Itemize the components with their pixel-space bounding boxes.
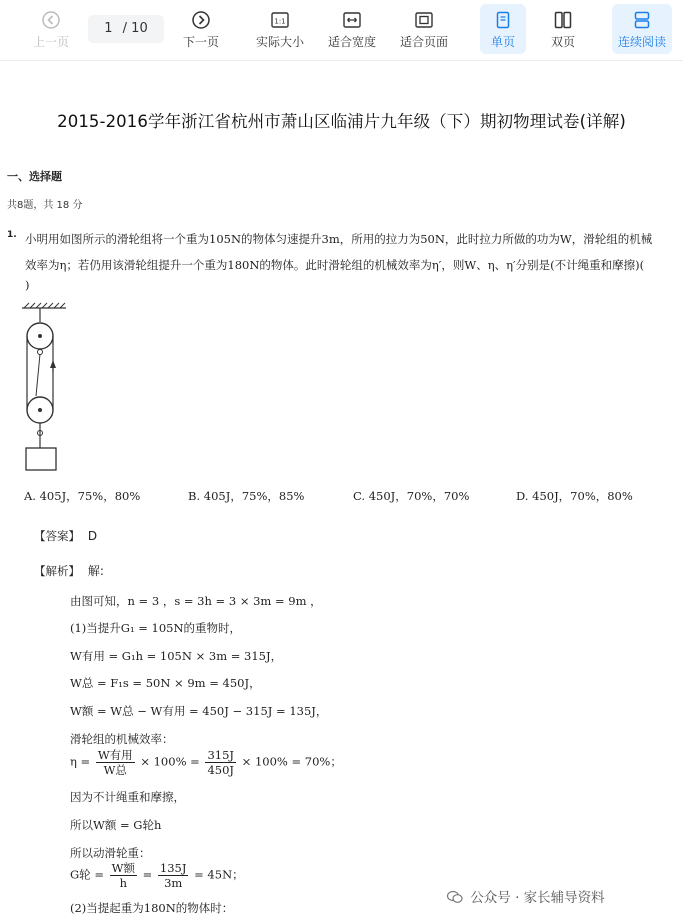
double-page-icon xyxy=(553,10,573,30)
solution-line-12: (2)当提起重为180N的物体时： xyxy=(70,901,234,915)
question-line-2: 效率为η；若仍用该滑轮组提升一个重为180N的物体。此时滑轮组的机械效率为η′，则W、η、η′分别是(不计绳重和摩擦)( xyxy=(25,258,645,272)
fit-width-icon xyxy=(342,10,362,30)
solution-line-3: W有用 = G₁h = 105N × 3m = 315J， xyxy=(70,649,283,663)
pulley-diagram xyxy=(18,302,82,476)
question-line-3: ) xyxy=(25,278,30,292)
answer-value: D xyxy=(87,529,98,543)
page-indicator[interactable] xyxy=(88,15,164,43)
formula-result: = 45N； xyxy=(194,867,244,882)
fraction-numerator: W有用 xyxy=(97,748,133,762)
solution-line-8: 因为不计绳重和摩擦， xyxy=(70,790,185,804)
double-page-button[interactable] xyxy=(540,4,586,54)
formula-eta: η = xyxy=(70,754,91,769)
solution-line-5: W额 = W总 − W有用 = 450J − 315J = 135J， xyxy=(70,704,328,718)
prev-page-label: 上一页 xyxy=(32,35,69,49)
fraction-j-m xyxy=(158,861,189,890)
actual-size-icon xyxy=(270,10,290,30)
formula-g: G轮 = xyxy=(70,867,104,882)
single-page-icon xyxy=(493,10,513,30)
solution-line-4: W总 = F₁s = 50N × 9m = 450J， xyxy=(70,676,261,690)
page-current[interactable]: 1 xyxy=(104,21,113,36)
pulley-weight-formula xyxy=(70,861,244,890)
actual-size-label: 实际大小 xyxy=(255,35,304,49)
fraction-denominator: 450J xyxy=(207,763,235,777)
fit-page-label: 适合页面 xyxy=(399,35,448,49)
fraction-w-h xyxy=(110,861,137,890)
watermark-text: 公众号 · 家长辅导资料 xyxy=(470,890,605,906)
choice-c[interactable]: C. 450J，70%，70% xyxy=(353,489,470,503)
question-number: 1. xyxy=(7,230,17,240)
viewer-toolbar xyxy=(0,0,683,61)
chevron-right-circle-icon xyxy=(191,10,211,30)
chevron-left-circle-icon xyxy=(41,10,61,30)
solution-line-6: 滑轮组的机械效率： xyxy=(70,732,174,746)
explanation-intro: 解: xyxy=(87,564,104,578)
fit-page-icon xyxy=(414,10,434,30)
fit-width-button[interactable] xyxy=(322,4,382,54)
formula-equals: = xyxy=(142,867,153,882)
answer-row xyxy=(34,528,97,544)
explanation-row xyxy=(34,562,104,579)
solution-line-9: 所以W额 = G轮h xyxy=(70,818,162,832)
document-title: 2015-2016学年浙江省杭州市萧山区临浦片九年级（下）期初物理试卷(详解) xyxy=(57,112,626,131)
fraction-denominator: W总 xyxy=(103,763,127,777)
single-page-label: 单页 xyxy=(490,35,515,49)
solution-line-10: 所以动滑轮重： xyxy=(70,846,151,860)
question-line-1: 小明用如图所示的滑轮组将一个重为105N的物体匀速提升3m，所用的拉力为50N，此时拉力所做的功为W，滑轮组的机械 xyxy=(25,232,653,246)
question-text xyxy=(25,226,675,292)
fraction-denominator: 3m xyxy=(164,876,183,890)
fraction-numerator: W额 xyxy=(111,861,135,875)
fraction-denominator: h xyxy=(119,876,128,890)
solution-line-1: 由图可知，n = 3 ，s = 3h = 3 × 3m = 9m ， xyxy=(70,594,322,608)
continuous-read-button[interactable] xyxy=(612,4,672,54)
fraction-numerator: 135J xyxy=(159,861,187,875)
fraction-j-ratio xyxy=(205,748,236,777)
next-page-button[interactable] xyxy=(171,4,231,54)
answer-label: 【答案】 xyxy=(34,529,80,543)
solution-line-2: (1)当提升G₁ = 105N的重物时， xyxy=(70,621,242,635)
continuous-read-icon xyxy=(632,10,652,30)
wechat-icon xyxy=(447,890,463,904)
section-meta: 共8题，共 18 分 xyxy=(7,200,83,211)
choice-d[interactable]: D. 450J，70%，80% xyxy=(516,489,633,503)
formula-result: × 100% = 70%； xyxy=(241,754,342,769)
watermark xyxy=(443,884,609,908)
double-page-label: 双页 xyxy=(550,35,575,49)
choice-b[interactable]: B. 405J，75%，85% xyxy=(188,489,305,503)
svg-text:1:1: 1:1 xyxy=(274,17,286,26)
continuous-read-label: 连续阅读 xyxy=(617,35,666,49)
section-heading: 一、选择题 xyxy=(7,170,62,183)
prev-page-button[interactable] xyxy=(22,4,80,54)
explanation-label: 【解析】 xyxy=(34,564,80,578)
page-total: / 10 xyxy=(122,21,148,36)
fraction-w-ratio xyxy=(96,748,135,777)
fraction-numerator: 315J xyxy=(207,748,235,762)
actual-size-button[interactable] xyxy=(250,4,310,54)
next-page-label: 下一页 xyxy=(182,35,219,49)
fit-page-button[interactable] xyxy=(394,4,454,54)
single-page-button[interactable] xyxy=(480,4,526,54)
fit-width-label: 适合宽度 xyxy=(327,35,376,49)
formula-times: × 100% = xyxy=(140,754,200,769)
efficiency-formula xyxy=(70,748,342,777)
choice-a[interactable]: A. 405J，75%，80% xyxy=(24,489,141,503)
